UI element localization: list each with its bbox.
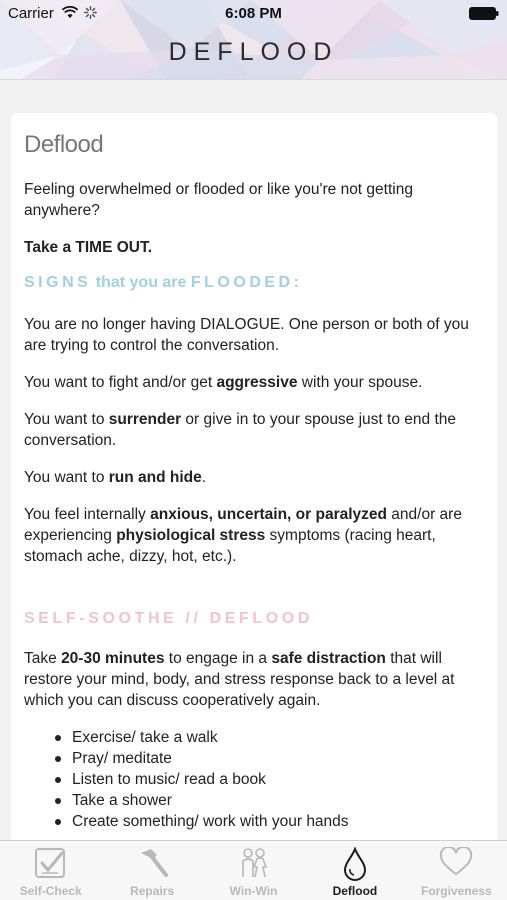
heart-icon: [439, 847, 473, 877]
water-drop-icon: [342, 847, 368, 881]
sign-item: You are no longer having DIALOGUE. One person or both of you are trying to control the conversation.: [24, 316, 469, 354]
tab-label: Deflood: [332, 884, 378, 898]
sign-item: You want to run and hide.: [24, 469, 207, 486]
self-soothe-heading: SELF-SOOTHE // DEFLOOD: [24, 610, 313, 627]
sign-item: You want to surrender or give in to your spouse just to end the conversation.: [24, 411, 456, 449]
couple-icon: [237, 847, 271, 881]
tab-deflood[interactable]: [304, 841, 405, 900]
hammer-icon: [135, 847, 169, 879]
tab-repairs[interactable]: [101, 841, 202, 900]
list-item: Take a shower: [52, 790, 484, 811]
list-item: Pray/ meditate: [52, 748, 484, 769]
tab-label: Forgiveness: [420, 884, 492, 898]
tab-label: Win-Win: [229, 884, 278, 898]
tab-label: Repairs: [130, 884, 175, 898]
signs-heading: SIGNS that you are FLOODED:: [24, 274, 303, 291]
intro-text: Feeling overwhelmed or flooded or like you're not getting anywhere?: [24, 181, 413, 219]
carrier-label: Carrier: [8, 5, 54, 22]
tab-label: Self-Check: [19, 884, 82, 898]
header: [0, 0, 507, 80]
status-bar: [0, 0, 507, 26]
sign-item: You want to fight and/or get aggressive with your spouse.: [24, 374, 423, 391]
distraction-list: [52, 727, 484, 832]
battery-icon: [469, 7, 499, 20]
tab-self-check[interactable]: [0, 841, 101, 900]
content-card: [11, 113, 497, 840]
tab-win-win[interactable]: [203, 841, 304, 900]
page-title: DEFLOOD: [168, 38, 339, 66]
checklist-icon: [34, 847, 68, 879]
list-item: Exercise/ take a walk: [52, 727, 484, 748]
card-title: Deflood: [24, 131, 104, 158]
tab-forgiveness[interactable]: [406, 841, 507, 900]
soothe-text: Take 20-30 minutes to engage in a safe distraction that will restore your mind, body, and stress response back to a level at which you can discuss cooperatively again.: [24, 650, 455, 709]
tab-bar: [0, 840, 507, 900]
list-item: Create something/ work with your hands: [52, 811, 484, 832]
list-item: Listen to music/ read a book: [52, 769, 484, 790]
status-time: 6:08 PM: [225, 5, 282, 22]
feel-text: You feel internally anxious, uncertain, or paralyzed and/or are experiencing physiological stress symptoms (racing heart, stomach ache, dizzy, hot, etc.).: [24, 506, 462, 565]
content-scroll-area[interactable]: [0, 80, 507, 840]
timeout-text: Take a TIME OUT.: [24, 239, 153, 256]
